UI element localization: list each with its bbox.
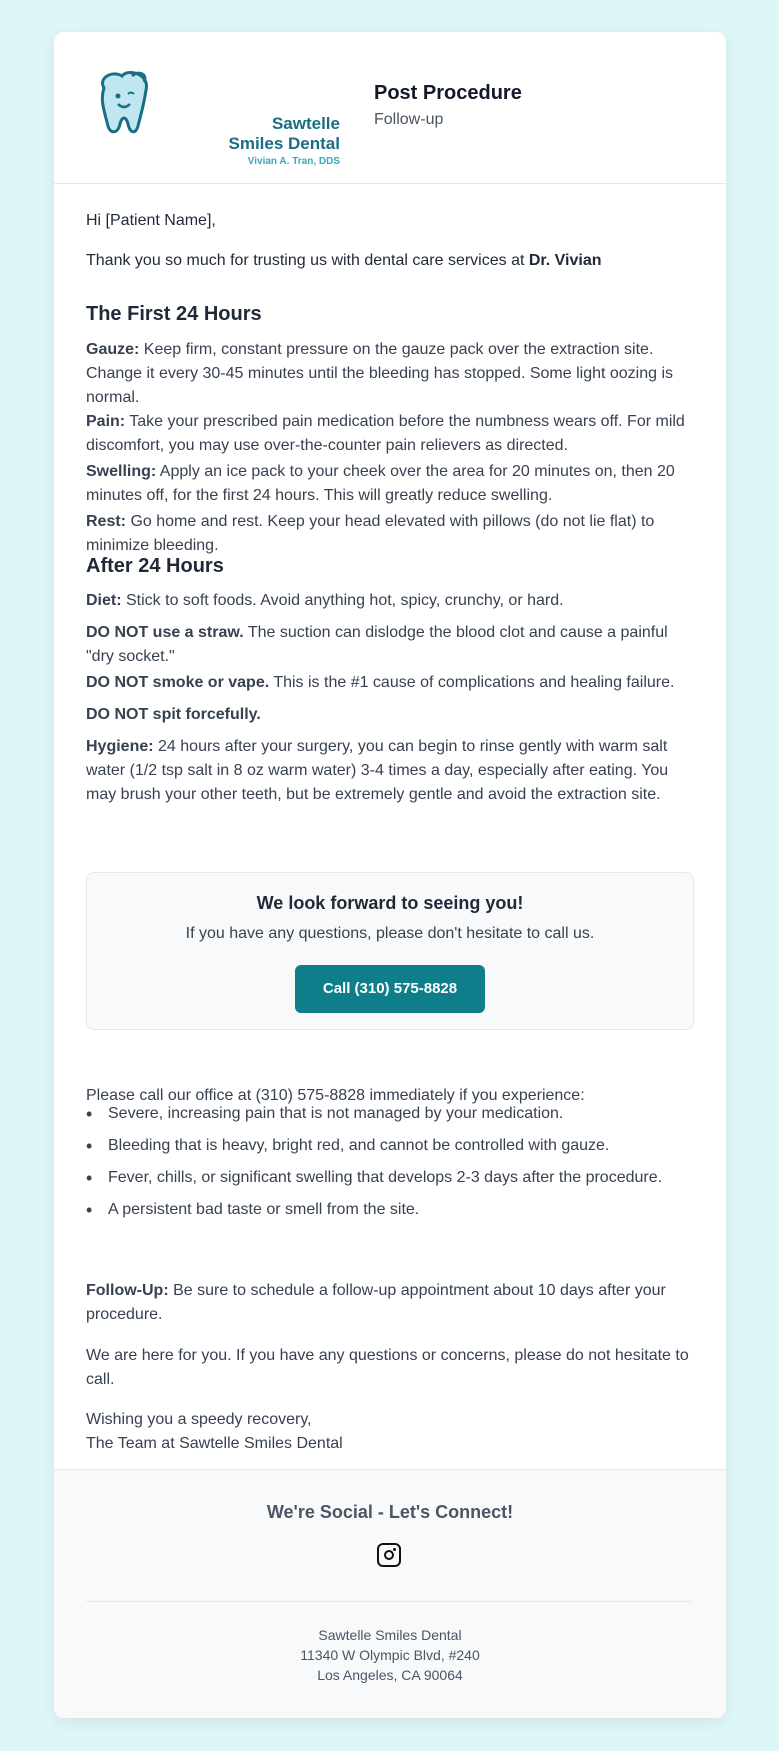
instruction-label: DO NOT smoke or vape.	[86, 674, 270, 691]
instruction-text: 24 hours after your surgery, you can begin to rinse gently with warm salt water (1/2 tsp salt in 8 oz warm water) 3-4 times a day, especially after eating. You may brush your other teeth, but be extremely gentle and avoid the extraction site.	[86, 738, 669, 803]
warning-list	[86, 1102, 692, 1230]
thanks-text-plain: Thank you so much for trusting us with dental care services at	[86, 252, 529, 269]
section-after-24-heading: After 24 Hours	[86, 555, 224, 577]
instruction-swelling	[86, 460, 694, 508]
instruction-text: Keep firm, constant pressure on the gauze pack over the extraction site. Change it every 30-45 minutes until the bleeding has stopped. Some light oozing is normal.	[86, 341, 674, 406]
address-city: Los Angeles, CA 90064	[317, 1667, 463, 1683]
instruction-pain	[86, 410, 694, 458]
callout-subtitle: If you have any questions, please don't hesitate to call us.	[185, 925, 595, 942]
instruction-label: Gauze:	[86, 341, 140, 358]
brand-doctor: Vivian A. Tran, DDS	[247, 156, 340, 167]
instruction-smoke	[86, 671, 694, 695]
email-footer	[54, 1469, 726, 1718]
thanks-text	[86, 249, 602, 273]
warning-intro: Please call our office at (310) 575-8828 immediately if you experience:	[86, 1087, 585, 1104]
here-for-you-text: We are here for you. If you have any questions or concerns, please do not hesitate to call.	[86, 1347, 689, 1388]
callout-title: We look forward to seeing you!	[256, 893, 524, 913]
call-button[interactable]: Call (310) 575-8828	[295, 965, 485, 1013]
signoff-line-2: The Team at Sawtelle Smiles Dental	[86, 1435, 343, 1452]
instruction-label: Pain:	[86, 413, 126, 430]
instagram-icon[interactable]	[377, 1543, 401, 1567]
clinic-address	[54, 1625, 726, 1685]
instruction-text: Apply an ice pack to your cheek over the area for 20 minutes on, then 20 minutes off, for the first 24 hours. This will greatly reduce swelling.	[86, 463, 675, 504]
social-heading: We're Social - Let's Connect!	[266, 1502, 514, 1522]
tooth-mascot-icon	[94, 70, 156, 144]
email-header	[54, 32, 726, 184]
clinic-logo	[94, 70, 340, 167]
brand-line-1: Sawtelle	[271, 114, 340, 133]
instruction-text: The suction can dislodge the blood clot and cause a painful "dry socket."	[86, 624, 668, 665]
instruction-spit	[86, 703, 694, 727]
instruction-rest	[86, 510, 694, 558]
instruction-label: Hygiene:	[86, 738, 154, 755]
address-name: Sawtelle Smiles Dental	[318, 1627, 462, 1643]
section-first-24-heading: The First 24 Hours	[86, 303, 262, 325]
instruction-text: This is the #1 cause of complications and healing failure.	[269, 674, 675, 691]
greeting: Hi [Patient Name],	[86, 212, 216, 229]
email-title: Post Procedure	[374, 82, 522, 104]
instruction-gauze	[86, 338, 694, 410]
footer-divider	[86, 1601, 692, 1602]
instruction-hygiene	[86, 735, 694, 807]
followup-text: Be sure to schedule a follow-up appointment about 10 days after your procedure.	[86, 1282, 666, 1323]
instruction-label: Diet:	[86, 592, 122, 609]
instruction-straw	[86, 621, 694, 669]
thanks-doctor-name: Dr. Vivian	[528, 252, 602, 269]
instruction-label: Rest:	[86, 513, 127, 530]
list-item: • Bleeding that is heavy, bright red, and cannot be controlled with gauze.	[86, 1134, 692, 1158]
followup-label: Follow-Up:	[86, 1282, 169, 1299]
instruction-text: Go home and rest. Keep your head elevated with pillows (do not lie flat) to minimize bleeding.	[86, 513, 655, 554]
instruction-diet	[86, 589, 694, 613]
email-card	[54, 32, 726, 1718]
instruction-label: DO NOT spit forcefully.	[86, 706, 261, 723]
signoff-line-1: Wishing you a speedy recovery,	[86, 1411, 312, 1428]
list-item: • A persistent bad taste or smell from the site.	[86, 1198, 692, 1222]
brand-line-2: Smiles Dental	[228, 134, 340, 153]
followup-note	[86, 1279, 694, 1327]
list-item: • Severe, increasing pain that is not managed by your medication.	[86, 1102, 692, 1126]
instruction-text: Stick to soft foods. Avoid anything hot, spicy, crunchy, or hard.	[121, 592, 564, 609]
instruction-label: Swelling:	[86, 463, 157, 480]
contact-callout	[86, 872, 694, 1030]
list-item: • Fever, chills, or significant swelling that develops 2-3 days after the procedure.	[86, 1166, 692, 1190]
email-subtitle: Follow-up	[374, 111, 444, 128]
instruction-text: Take your prescribed pain medication before the numbness wears off. For mild discomfort, you may use over-the-counter pain relievers as directed.	[86, 413, 685, 454]
instruction-label: DO NOT use a straw.	[86, 624, 244, 641]
address-street: 11340 W Olympic Blvd, #240	[300, 1647, 480, 1663]
